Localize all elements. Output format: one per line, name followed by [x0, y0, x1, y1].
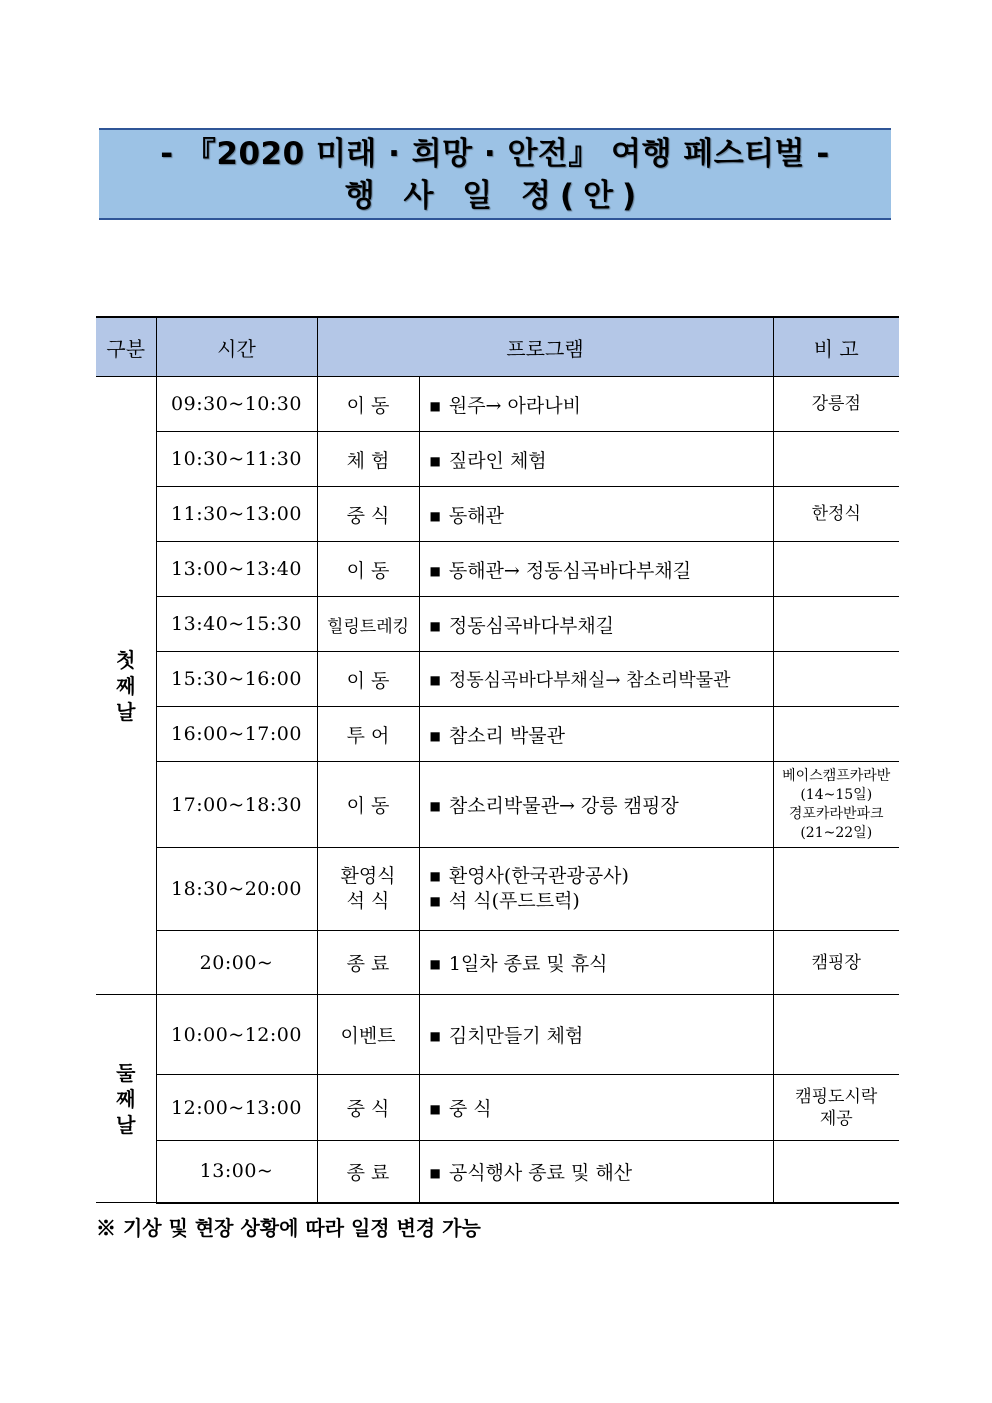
table-row [96, 542, 899, 597]
time-cell: 10:30~11:30 [156, 432, 317, 487]
note-cell [773, 707, 899, 762]
table-row [96, 931, 899, 995]
bullet-icon: ■ [429, 563, 441, 578]
program-cell [419, 487, 773, 542]
note-cell [773, 597, 899, 652]
time-cell: 15:30~16:00 [156, 652, 317, 707]
schedule-table [96, 316, 899, 1204]
bullet-icon: ■ [429, 1029, 441, 1043]
time-cell: 20:00~ [156, 931, 317, 995]
program-text: 중 식 [448, 1098, 492, 1120]
program-cell [419, 931, 773, 995]
program-cell [419, 1075, 773, 1141]
note-cell [773, 652, 899, 707]
table-row [96, 377, 899, 432]
table-row [96, 707, 899, 762]
program-text: 동해관 [448, 504, 504, 527]
program-cell [419, 432, 773, 487]
bullet-icon: ■ [429, 957, 441, 971]
type-cell: 이 동 [317, 652, 419, 707]
program-text: 정동심곡바다부채실→ 참소리박물관 [448, 670, 731, 691]
time-cell: 11:30~13:00 [156, 487, 317, 542]
program-line [430, 864, 773, 889]
program-text: 참소리 박물관 [448, 724, 566, 747]
bullet-icon: ■ [429, 1165, 441, 1180]
note-cell [773, 848, 899, 931]
program-cell [419, 597, 773, 652]
table-row [96, 652, 899, 707]
time-cell: 12:00~13:00 [156, 1075, 317, 1141]
program-cell [419, 995, 773, 1075]
time-cell: 10:00~12:00 [156, 995, 317, 1075]
header-time: 시간 [156, 317, 317, 377]
type-line: 환영식 [340, 865, 396, 887]
program-text: 원주→ 아라나비 [448, 394, 581, 417]
time-cell: 09:30~10:30 [156, 377, 317, 432]
program-text: 참소리박물관→ 강릉 캠핑장 [448, 795, 679, 817]
program-text: 1일차 종료 및 휴식 [448, 953, 608, 975]
program-text: 환영사(한국관광공사) [448, 865, 629, 887]
table-row [96, 1141, 899, 1203]
note-line: 제공 [819, 1108, 853, 1129]
day2-label: 둘째날 [116, 1060, 136, 1137]
note-line: 캠핑도시락 [795, 1086, 878, 1107]
note-cell [773, 995, 899, 1075]
bullet-icon: ■ [429, 508, 441, 523]
table-row [96, 487, 899, 542]
note-cell: 캠핑장 [773, 931, 899, 995]
program-cell [419, 762, 773, 848]
note-line: 베이스캠프카라반 [782, 767, 891, 784]
note-cell [773, 762, 899, 848]
bullet-icon: ■ [429, 673, 441, 687]
bullet-icon: ■ [429, 1102, 441, 1116]
type-cell: 중 식 [317, 487, 419, 542]
title-line-2: 행 사 일 정(안) [344, 178, 646, 214]
type-cell: 중 식 [317, 1075, 419, 1141]
note-cell: 한정식 [773, 487, 899, 542]
day2-cell [96, 995, 156, 1203]
table-row [96, 762, 899, 848]
bullet-icon: ■ [429, 869, 441, 883]
program-cell [419, 542, 773, 597]
type-cell: 종 료 [317, 1141, 419, 1203]
note-cell [773, 1141, 899, 1203]
type-cell: 종 료 [317, 931, 419, 995]
type-cell: 체 험 [317, 432, 419, 487]
program-cell [419, 377, 773, 432]
type-cell: 이 동 [317, 542, 419, 597]
type-cell [317, 848, 419, 931]
table-row [96, 1075, 899, 1141]
program-text: 동해관→ 정동심곡바다부채길 [448, 559, 692, 582]
program-text: 짚라인 체험 [448, 449, 547, 472]
title-line-1: - 『2020 미래 · 희망 · 안전』 여행 페스티벌 - [160, 136, 830, 172]
type-cell: 이벤트 [317, 995, 419, 1075]
program-cell [419, 707, 773, 762]
time-cell: 18:30~20:00 [156, 848, 317, 931]
program-text: 공식행사 종료 및 해산 [448, 1161, 633, 1184]
note-cell: 강릉점 [773, 377, 899, 432]
day1-cell [96, 377, 156, 995]
time-cell: 13:00~ [156, 1141, 317, 1203]
type-cell: 이 동 [317, 762, 419, 848]
footnote: ※ 기상 및 현장 상황에 따라 일정 변경 가능 [96, 1216, 481, 1240]
type-cell: 투 어 [317, 707, 419, 762]
bullet-icon: ■ [429, 728, 441, 743]
type-line: 석 식 [346, 890, 390, 912]
time-cell: 16:00~17:00 [156, 707, 317, 762]
program-text: 김치만들기 체험 [448, 1025, 584, 1047]
bullet-icon: ■ [429, 398, 441, 413]
time-cell: 13:40~15:30 [156, 597, 317, 652]
table-row [96, 597, 899, 652]
bullet-icon: ■ [429, 894, 441, 908]
note-line: (14~15일) [800, 786, 873, 803]
note-cell [773, 1075, 899, 1141]
header-program: 프로그램 [317, 317, 773, 377]
bullet-icon: ■ [429, 799, 441, 813]
table-row [96, 848, 899, 931]
bullet-icon: ■ [429, 618, 441, 633]
note-cell [773, 432, 899, 487]
type-cell: 힐링트레킹 [317, 597, 419, 652]
note-cell [773, 542, 899, 597]
type-cell: 이 동 [317, 377, 419, 432]
program-text: 정동심곡바다부채길 [448, 614, 615, 637]
program-cell [419, 1141, 773, 1203]
program-cell [419, 652, 773, 707]
note-line: 경포카라반파크 [788, 805, 884, 822]
header-note: 비 고 [773, 317, 899, 377]
table-header-row [96, 317, 899, 377]
time-cell: 13:00~13:40 [156, 542, 317, 597]
table-row [96, 432, 899, 487]
day1-label: 첫째날 [116, 647, 136, 724]
header-day: 구분 [96, 317, 156, 377]
program-line [430, 889, 773, 914]
program-cell [419, 848, 773, 931]
program-text: 석 식(푸드트럭) [448, 890, 580, 912]
title-banner [99, 128, 891, 220]
table-row [96, 995, 899, 1075]
bullet-icon: ■ [429, 453, 441, 468]
time-cell: 17:00~18:30 [156, 762, 317, 848]
note-line: (21~22일) [800, 824, 873, 841]
